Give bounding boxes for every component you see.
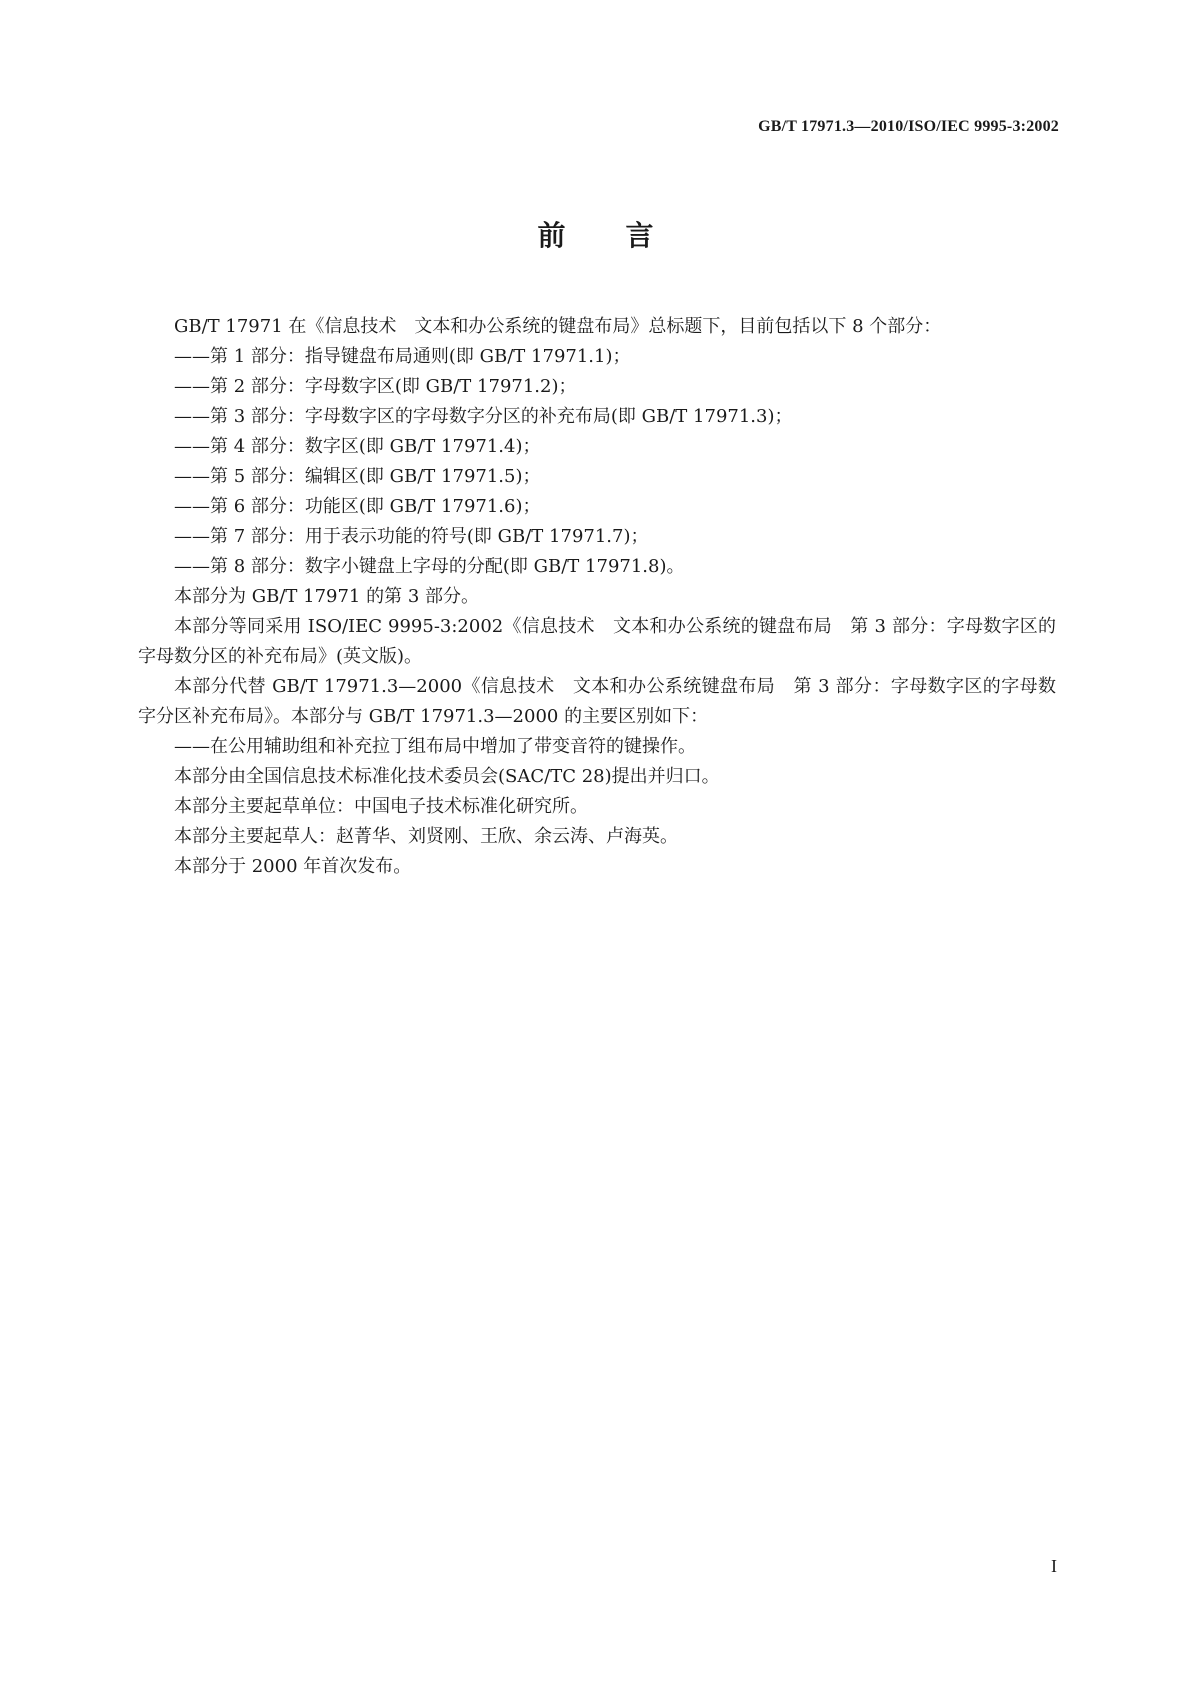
page-title: 前言 [537,219,714,252]
part-of-statement: 本部分为 GB/T 17971 的第 3 部分。 [174,586,479,607]
part-list-item-3: ——第 3 部分：字母数字区的字母数字分区的补充布局(即 GB/T 17971.3)； [174,406,793,427]
part-list-item-2: ——第 2 部分：字母数字区(即 GB/T 17971.2)； [174,376,577,397]
adoption-statement: 本部分等同采用 ISO/IEC 9995-3:2002《信息技术 文本和办公系统的键盘布局 第 3 部分：字母数字区的字母数分区的补充布局》(英文版)。 [138,616,1056,667]
first-issued-statement: 本部分于 2000 年首次发布。 [174,856,412,877]
part-list-item-5: ——第 5 部分：编辑区(即 GB/T 17971.5)； [174,466,541,487]
part-list-item-7: ——第 7 部分：用于表示功能的符号(即 GB/T 17971.7)； [174,526,649,547]
change-item: ——在公用辅助组和补充拉丁组布局中增加了带变音符的键操作。 [174,736,696,757]
proposed-by-statement: 本部分由全国信息技术标准化技术委员会(SAC/TC 28)提出并归口。 [174,766,720,787]
part-list-item-4: ——第 4 部分：数字区(即 GB/T 17971.4)； [174,436,541,457]
drafters-statement: 本部分主要起草人：赵菁华、刘贤刚、王欣、余云涛、卢海英。 [174,826,678,847]
part-list-item-6: ——第 6 部分：功能区(即 GB/T 17971.6)； [174,496,541,517]
replacement-statement: 本部分代替 GB/T 17971.3—2000《信息技术 文本和办公系统键盘布局 第 3 部分：字母数字区的字母数字分区补充布局》。本部分与 GB/T 17971.3—2000 的主要区别如下： [138,676,1056,727]
part-list-item-8: ——第 8 部分：数字小键盘上字母的分配(即 GB/T 17971.8)。 [174,556,685,577]
part-list-item-1: ——第 1 部分：指导键盘布局通则(即 GB/T 17971.1)； [174,346,631,367]
foreword-body [138,312,1056,882]
intro-line: GB/T 17971 在《信息技术 文本和办公系统的键盘布局》总标题下，目前包括以下 8 个部分： [174,316,942,337]
page-number: I [1051,1556,1057,1576]
standard-number-header: GB/T 17971.3—2010/ISO/IEC 9995-3:2002 [758,118,1059,135]
drafting-unit-statement: 本部分主要起草单位：中国电子技术标准化研究所。 [174,796,588,817]
